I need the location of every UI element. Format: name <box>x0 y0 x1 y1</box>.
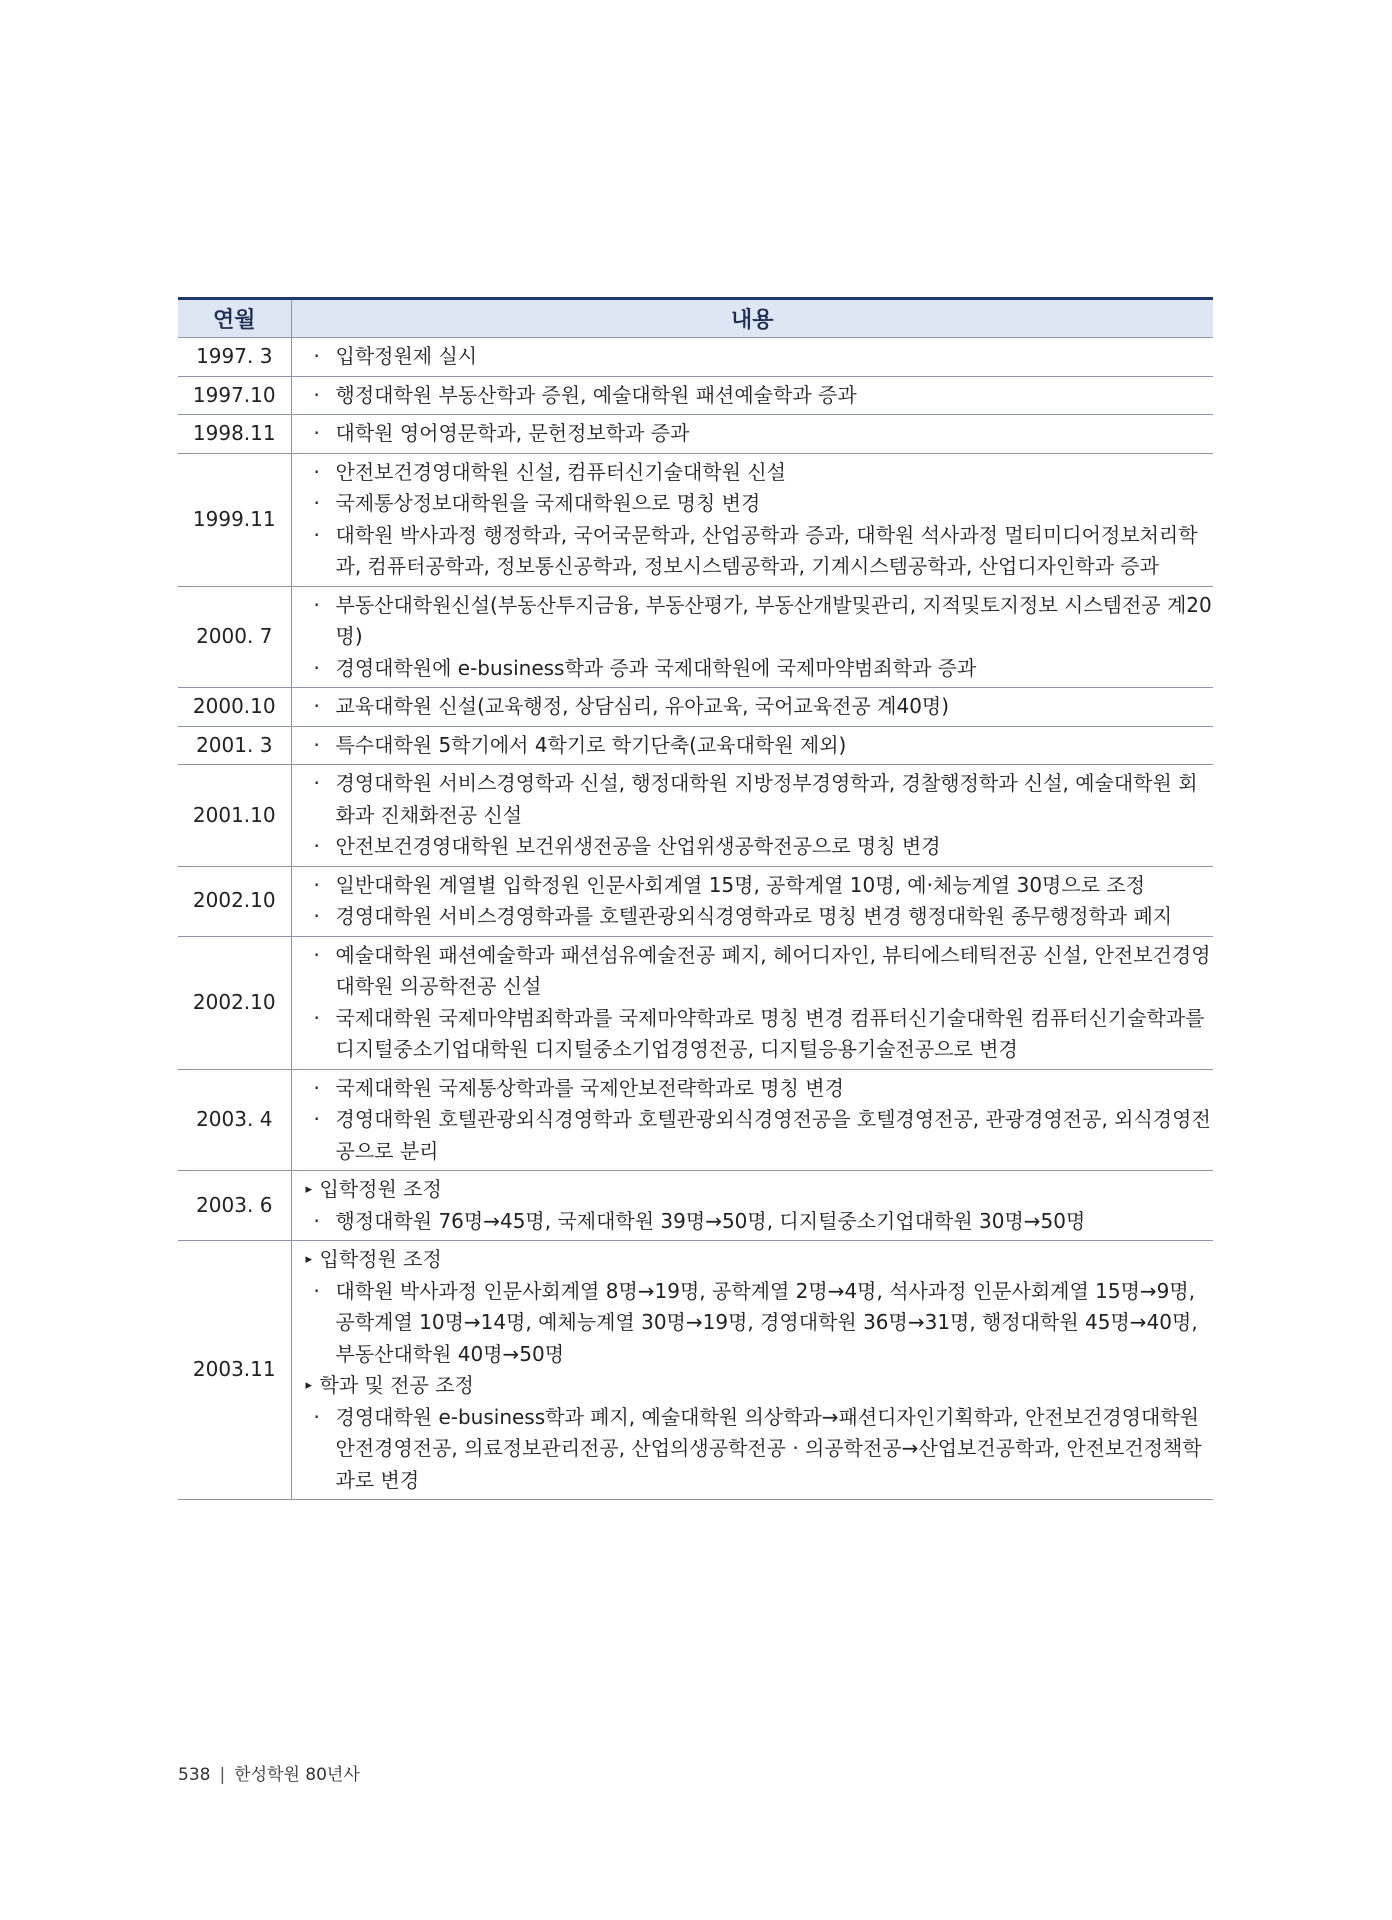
triangle-right-icon: ▸ <box>305 1252 313 1267</box>
date-cell: 2003. 4 <box>178 1069 291 1171</box>
table-body <box>178 338 1213 1500</box>
item-text: 교육대학원 신설(교육행정, 상담심리, 유아교육, 국어교육전공 계40명) <box>335 694 950 718</box>
content-cell <box>291 936 1213 1069</box>
bullet-dot-icon: · <box>313 1208 320 1233</box>
column-header-content: 내용 <box>291 299 1213 338</box>
content-cell <box>291 1069 1213 1171</box>
bullet-item <box>314 1206 1214 1238</box>
bullet-dot-icon: · <box>313 655 320 680</box>
item-text: 경영대학원 호텔관광외식경영학과 호텔관광외식경영전공을 호텔경영전공, 관광경영전공, 외식경영전공으로 분리 <box>335 1107 1211 1163</box>
bullet-dot-icon: · <box>313 522 320 547</box>
bullet-item <box>314 418 1214 450</box>
bullet-item <box>314 457 1214 489</box>
item-text: 경영대학원에 e-business학과 증과 국제대학원에 국제마약범죄학과 증과 <box>335 655 977 680</box>
bullet-dot-icon: · <box>313 382 320 407</box>
table-row <box>178 688 1213 727</box>
bullet-item <box>314 831 1214 863</box>
history-table <box>178 297 1213 1500</box>
table-row <box>178 1171 1213 1241</box>
table-row <box>178 1069 1213 1171</box>
triangle-right-icon: ▸ <box>305 1378 313 1393</box>
page-number: 538 <box>178 1765 211 1785</box>
date-cell: 2001. 3 <box>178 726 291 765</box>
bullet-item <box>314 653 1214 685</box>
bullet-item <box>314 870 1214 902</box>
item-text: 안전보건경영대학원 신설, 컴퓨터신기술대학원 신설 <box>335 459 786 484</box>
bullet-dot-icon: · <box>313 942 320 967</box>
bullet-dot-icon: · <box>313 1278 320 1303</box>
bullet-dot-icon: · <box>313 459 320 484</box>
bullet-item <box>314 1402 1214 1497</box>
content-cell <box>291 376 1213 415</box>
date-cell: 1997. 3 <box>178 338 291 377</box>
bullet-item <box>314 940 1214 1003</box>
item-text: 예술대학원 패션예술학과 패션섬유예술전공 폐지, 헤어디자인, 뷰티에스테틱전공 신설, 안전보건경영대학원 의공학전공 신설 <box>335 942 1211 998</box>
bullet-dot-icon: · <box>313 904 320 928</box>
date-cell: 2003. 6 <box>178 1171 291 1241</box>
date-cell: 1997.10 <box>178 376 291 415</box>
bullet-dot-icon: · <box>313 771 320 795</box>
bullet-dot-icon: · <box>313 1005 320 1030</box>
item-text: 일반대학원 계열별 입학정원 인문사회계열 15명, 공학계열 10명, 예·체능계열 30명으로 조정 <box>335 872 1146 897</box>
content-cell <box>291 453 1213 586</box>
table-row <box>178 415 1213 454</box>
table-row <box>178 1241 1213 1500</box>
item-text: 안전보건경영대학원 보건위생전공을 산업위생공학전공으로 명칭 변경 <box>335 834 941 858</box>
item-text: 경영대학원 e-business학과 폐지, 예술대학원 의상학과→패션디자인기획학과, 안전보건경영대학원 안전경영전공, 의료정보관리전공, 산업의생공학전공 · 의공학전공→산업보건공학과, 안전보건정책학과로 변경 <box>335 1404 1202 1492</box>
bullet-dot-icon: · <box>313 1075 320 1100</box>
triangle-right-icon: ▸ <box>305 1182 313 1197</box>
bullet-item <box>314 768 1214 831</box>
bullet-item <box>314 380 1214 412</box>
page-footer <box>178 1760 360 1785</box>
item-text: 부동산대학원신설(부동산투지금융, 부동산평가, 부동산개발및관리, 지적및토지정보 시스템전공 계20명) <box>335 592 1212 648</box>
bullet-dot-icon: · <box>313 592 320 617</box>
item-text: 행정대학원 76명→45명, 국제대학원 39명→50명, 디지털중소기업대학원 30명→50명 <box>335 1208 1086 1233</box>
item-text: 입학정원 조정 <box>319 1247 442 1271</box>
bullet-dot-icon: · <box>313 694 320 718</box>
item-text: 대학원 박사과정 행정학과, 국어국문학과, 산업공학과 증과, 대학원 석사과정 멀티미디어정보처리학과, 컴퓨터공학과, 정보통신공학과, 정보시스템공학과, 기계시스템공학과, 산업디자인학과 증과 <box>335 522 1198 578</box>
content-cell <box>291 415 1213 454</box>
date-cell: 2002.10 <box>178 866 291 936</box>
book-title: 한성학원 80년사 <box>234 1765 360 1785</box>
content-cell <box>291 338 1213 377</box>
bullet-dot-icon: · <box>313 491 320 515</box>
date-cell: 2003.11 <box>178 1241 291 1500</box>
bullet-dot-icon: · <box>313 834 320 858</box>
item-text: 대학원 영어영문학과, 문헌정보학과 증과 <box>335 421 690 445</box>
item-text: 국제통상정보대학원을 국제대학원으로 명칭 변경 <box>335 491 761 515</box>
table-row <box>178 866 1213 936</box>
bullet-item <box>314 1073 1214 1105</box>
table-row <box>178 376 1213 415</box>
column-header-date: 연월 <box>178 299 291 338</box>
section-heading-item <box>306 1370 1214 1402</box>
bullet-dot-icon: · <box>313 1404 320 1429</box>
content-cell <box>291 1171 1213 1241</box>
content-cell <box>291 688 1213 727</box>
content-cell <box>291 765 1213 867</box>
table-row <box>178 765 1213 867</box>
content-cell <box>291 1241 1213 1500</box>
table-row <box>178 338 1213 377</box>
bullet-item <box>314 488 1214 520</box>
content-cell <box>291 866 1213 936</box>
bullet-dot-icon: · <box>313 421 320 445</box>
item-text: 국제대학원 국제통상학과를 국제안보전략학과로 명칭 변경 <box>335 1075 844 1100</box>
bullet-item <box>314 1003 1214 1066</box>
bullet-item <box>314 691 1214 723</box>
table-row <box>178 453 1213 586</box>
item-text: 행정대학원 부동산학과 증원, 예술대학원 패션예술학과 증과 <box>335 382 857 407</box>
bullet-item <box>314 1104 1214 1167</box>
item-text: 학과 및 전공 조정 <box>319 1373 474 1397</box>
table-row <box>178 726 1213 765</box>
content-cell <box>291 726 1213 765</box>
item-text: 국제대학원 국제마약범죄학과를 국제마약학과로 명칭 변경 컴퓨터신기술대학원 컴퓨터신기술학과를 디지털중소기업대학원 디지털중소기업경영전공, 디지털응용기술전공으로 변경 <box>335 1005 1205 1061</box>
date-cell: 1999.11 <box>178 453 291 586</box>
item-text: 대학원 박사과정 인문사회계열 8명→19명, 공학계열 2명→4명, 석사과정 인문사회계열 15명→9명, 공학계열 10명→14명, 예체능계열 30명→19명, 경영대학원 36명→31명, 행정대학원 45명→40명, 부동산대학원 40명→50명 <box>335 1278 1198 1366</box>
section-heading-item <box>306 1174 1214 1206</box>
bullet-item <box>314 1276 1214 1371</box>
date-cell: 2002.10 <box>178 936 291 1069</box>
item-text: 경영대학원 서비스경영학과를 호텔관광외식경영학과로 명칭 변경 행정대학원 종무행정학과 폐지 <box>335 904 1173 928</box>
bullet-item <box>314 901 1214 933</box>
table-row <box>178 936 1213 1069</box>
bullet-dot-icon: · <box>313 732 320 757</box>
table-header <box>178 299 1213 338</box>
item-text: 경영대학원 서비스경영학과 신설, 행정대학원 지방정부경영학과, 경찰행정학과 신설, 예술대학원 회화과 진채화전공 신설 <box>335 771 1198 827</box>
section-heading-item <box>306 1244 1214 1276</box>
footer-separator: | <box>219 1765 226 1785</box>
bullet-item <box>314 341 1214 373</box>
item-text: 특수대학원 5학기에서 4학기로 학기단축(교육대학원 제외) <box>335 732 847 757</box>
bullet-item <box>314 590 1214 653</box>
item-text: 입학정원제 실시 <box>335 344 478 368</box>
date-cell: 2000.10 <box>178 688 291 727</box>
bullet-dot-icon: · <box>313 344 320 368</box>
date-cell: 1998.11 <box>178 415 291 454</box>
item-text: 입학정원 조정 <box>319 1177 442 1201</box>
bullet-dot-icon: · <box>313 872 320 897</box>
date-cell: 2001.10 <box>178 765 291 867</box>
bullet-item <box>314 520 1214 583</box>
bullet-dot-icon: · <box>313 1107 320 1131</box>
table-row <box>178 586 1213 688</box>
bullet-item <box>314 730 1214 762</box>
content-cell <box>291 586 1213 688</box>
date-cell: 2000. 7 <box>178 586 291 688</box>
